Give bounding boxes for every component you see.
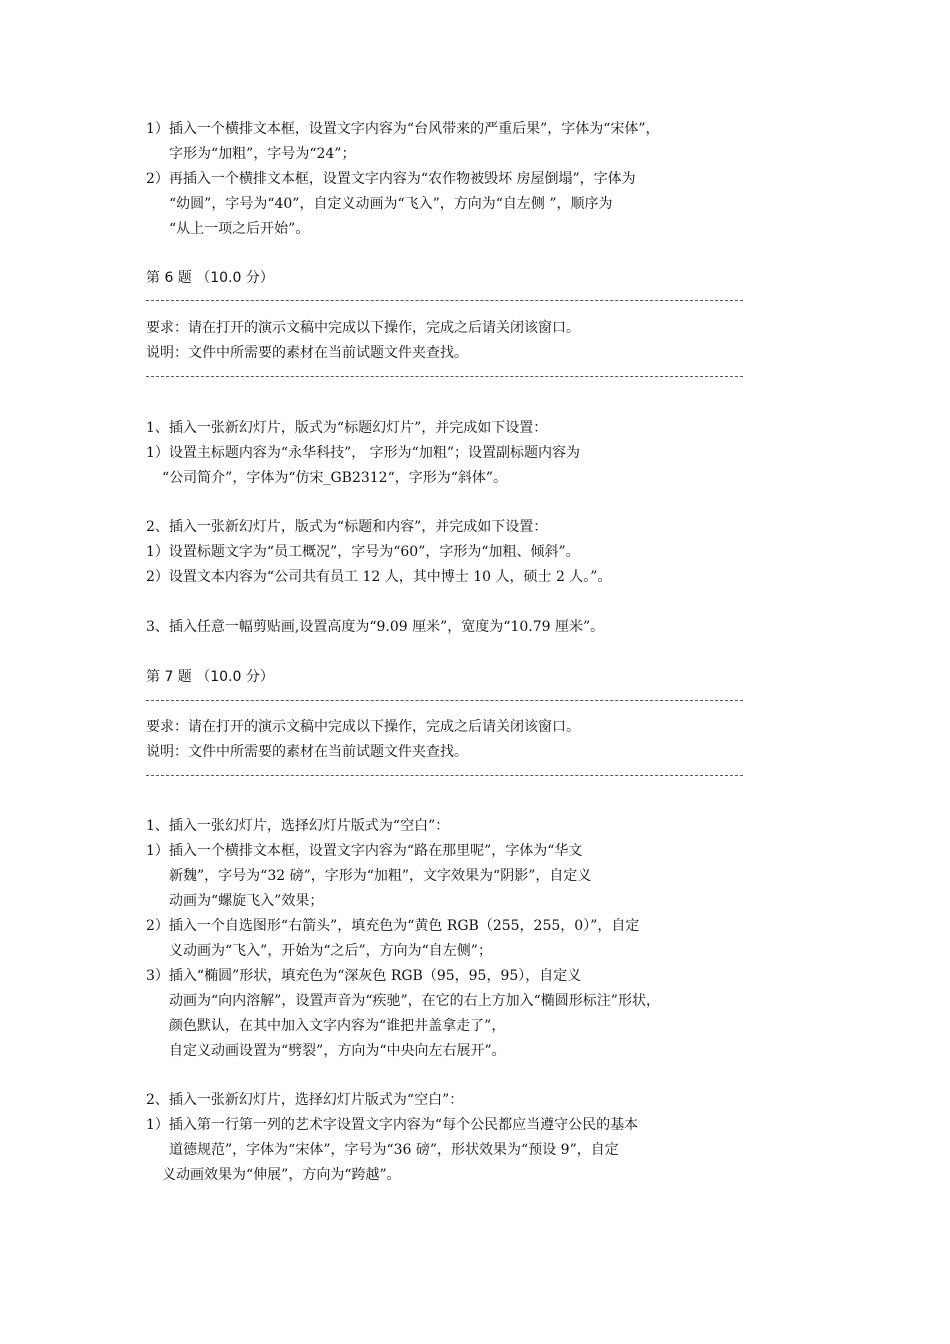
q6-requirement: 要求：请在打开的演示文稿中完成以下操作，完成之后请关闭该窗口。 — [146, 320, 580, 336]
q6-step-2: 2、插入一张新幻灯片，版式为“标题和内容”，并完成如下设置： — [146, 519, 548, 535]
intro-line-2: 字形为“加粗”，字号为“24”； — [169, 146, 356, 162]
q6-step-2a: 1）设置标题文字为“员工概况”，字号为“60”，字形为“加粗、倾斜”。 — [146, 544, 580, 560]
q6-step-3: 3、插入任意一幅剪贴画,设置高度为“9.09 厘米”，宽度为“10.79 厘米”。 — [146, 619, 605, 635]
q7-divider-bottom — [146, 775, 743, 776]
q7-step-1c-line-3: 颜色默认，在其中加入文字内容为“谁把井盖拿走了”， — [169, 1018, 506, 1034]
q7-step-1a-line-1: 1）插入一个横排文本框，设置文字内容为“路在那里呢”，字体为“华文 — [146, 843, 583, 859]
q7-title: 第 7 题 （10.0 分） — [146, 669, 274, 685]
q6-note: 说明：文件中所需要的素材在当前试题文件夹查找。 — [146, 345, 468, 361]
q6-step-2b: 2）设置文本内容为“公司共有员工 12 人，其中博士 10 人，硕士 2 人。”。 — [146, 569, 612, 585]
intro-line-5: “从上一项之后开始”。 — [169, 221, 310, 237]
q6-step-1b: “公司简介”，字体为“仿宋_GB2312“，字形为“斜体”。 — [162, 470, 508, 486]
q6-divider-bottom — [146, 376, 743, 377]
q6-divider-top — [146, 300, 743, 301]
q7-step-2a-line-3: 义动画效果为“伸展”，方向为“跨越”。 — [162, 1167, 401, 1183]
q7-divider-top — [146, 700, 743, 701]
q6-title: 第 6 题 （10.0 分） — [146, 270, 274, 286]
q7-step-1a-line-2: 新魏”，字号为“32 磅”，字形为“加粗”，文字效果为“阴影”，自定义 — [169, 868, 592, 884]
q6-step-1a: 1）设置主标题内容为“永华科技”， 字形为“加粗”；设置副标题内容为 — [146, 445, 580, 461]
q7-note: 说明：文件中所需要的素材在当前试题文件夹查找。 — [146, 744, 468, 760]
intro-line-1: 1）插入一个横排文本框，设置文字内容为“台风带来的严重后果”，字体为“宋体”， — [146, 121, 660, 137]
q7-step-2a-line-2: 道德规范”，字体为“宋体”，字号为“36 磅”，形状效果为“预设 9”，自定 — [169, 1142, 619, 1158]
q7-step-1c-line-4: 自定义动画设置为“劈裂”，方向为“中央向左右展开”。 — [169, 1043, 506, 1059]
q7-step-1: 1、插入一张幻灯片，选择幻灯片版式为“空白”： — [146, 818, 450, 834]
q7-step-2: 2、插入一张新幻灯片，选择幻灯片版式为“空白”： — [146, 1092, 464, 1108]
q7-step-1a-line-3: 动画为“螺旋飞入”效果； — [169, 893, 324, 909]
q6-step-1: 1、插入一张新幻灯片，版式为“标题幻灯片”，并完成如下设置： — [146, 420, 548, 436]
q7-step-1c-line-2: 动画为“向内溶解”，设置声音为“疾驰”，在它的右上方加入“椭圆形标注”形状， — [169, 993, 660, 1009]
q7-step-1c-line-1: 3）插入“椭圆”形状，填充色为“深灰色 RGB（95，95，95），自定义 — [146, 968, 582, 984]
intro-line-4: “幼圆”，字号为“40”，自定义动画为“飞入”，方向为“自左侧 ”，顺序为 — [169, 196, 613, 212]
q7-step-1b-line-1: 2）插入一个自选图形“右箭头”，填充色为“黄色 RGB（255，255，0）”，自定 — [146, 918, 640, 934]
intro-line-3: 2）再插入一个横排文本框，设置文字内容为“农作物被毁坏 房屋倒塌”，字体为 — [146, 171, 636, 187]
q7-step-1b-line-2: 义动画为“飞入”，开始为“之后”，方向为“自左侧”； — [169, 943, 492, 959]
q7-step-2a-line-1: 1）插入第一行第一列的艺术字设置文字内容为“每个公民都应当遵守公民的基本 — [146, 1117, 639, 1133]
q7-requirement: 要求：请在打开的演示文稿中完成以下操作，完成之后请关闭该窗口。 — [146, 719, 580, 735]
